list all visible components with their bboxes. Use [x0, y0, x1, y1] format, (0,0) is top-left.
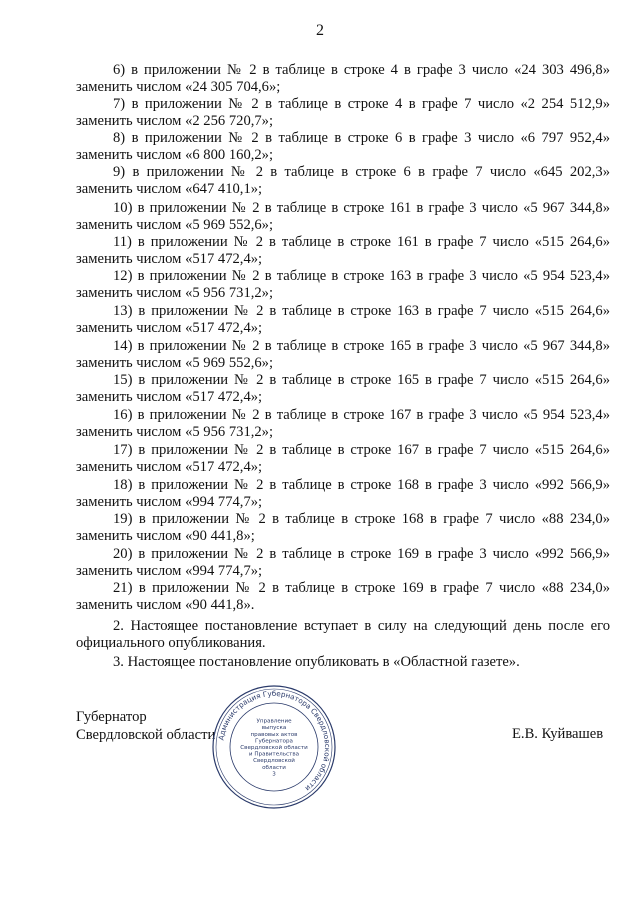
publication-paragraph: 3. Настоящее постановление опубликовать в «Областной газете». [113, 654, 520, 670]
list-item: 7) в приложении № 2 в таблице в строке 4 в графе 7 число «2 254 512,9» заменить числом «2 256 720,7»; [76, 96, 610, 129]
stamp-line: Управление [256, 718, 292, 725]
list-item: 15) в приложении № 2 в таблице в строке 165 в графе 7 число «515 264,6» заменить числом «517 472,4»; [76, 372, 610, 405]
list-item: 9) в приложении № 2 в таблице в строке 6 в графе 7 число «645 202,3» заменить числом «647 410,1»; [76, 164, 610, 197]
official-stamp-icon [210, 683, 338, 811]
effective-date-paragraph: 2. Настоящее постановление вступает в силу на следующий день после его официального опубликования. [76, 618, 610, 651]
list-item: 11) в приложении № 2 в таблице в строке 161 в графе 7 число «515 264,6» заменить числом «517 472,4»; [76, 234, 610, 267]
stamp-line: Губернатора [255, 738, 293, 745]
stamp-line: и Правительства [248, 751, 300, 758]
list-item: 8) в приложении № 2 в таблице в строке 6 в графе 3 число «6 797 952,4» заменить числом «6 800 160,2»; [76, 130, 610, 163]
stamp-line: Свердловской области [240, 745, 308, 751]
signatory-name: Е.В. Куйвашев [512, 726, 604, 742]
list-item: 6) в приложении № 2 в таблице в строке 4 в графе 3 число «24 303 496,8» заменить числом «24 305 704,6»; [76, 62, 610, 95]
stamp-line: области [262, 764, 286, 771]
svg-text:Администрация Губернатора Свер: Администрация Губернатора Свердловской области [216, 688, 333, 794]
list-item: 21) в приложении № 2 в таблице в строке 169 в графе 7 число «88 234,0» заменить числом «90 441,8». [76, 580, 610, 613]
list-item: 18) в приложении № 2 в таблице в строке 168 в графе 3 число «992 566,9» заменить числом «994 774,7»; [76, 477, 610, 510]
stamp-line: 3 [272, 771, 276, 778]
page-number: 2 [316, 22, 324, 39]
list-item: 13) в приложении № 2 в таблице в строке 163 в графе 7 число «515 264,6» заменить числом «517 472,4»; [76, 303, 610, 336]
list-item: 10) в приложении № 2 в таблице в строке 161 в графе 3 число «5 967 344,8» заменить числом «5 969 552,6»; [76, 200, 610, 233]
stamp-line: Свердловской [253, 758, 295, 765]
signatory-title: Губернатор Свердловской области [76, 709, 216, 743]
list-item: 12) в приложении № 2 в таблице в строке 163 в графе 3 число «5 954 523,4» заменить числом «5 956 731,2»; [76, 268, 610, 301]
stamp-line: правовых актов [250, 731, 298, 738]
list-item: 20) в приложении № 2 в таблице в строке 169 в графе 3 число «992 566,9» заменить числом «994 774,7»; [76, 546, 610, 579]
stamp-line: выпуска [261, 725, 287, 732]
list-item: 19) в приложении № 2 в таблице в строке 168 в графе 7 число «88 234,0» заменить числом «90 441,8»; [76, 511, 610, 544]
list-item: 14) в приложении № 2 в таблице в строке 165 в графе 3 число «5 967 344,8» заменить числом «5 969 552,6»; [76, 338, 610, 371]
list-item: 17) в приложении № 2 в таблице в строке 167 в графе 7 число «515 264,6» заменить числом «517 472,4»; [76, 442, 610, 475]
list-item: 16) в приложении № 2 в таблице в строке 167 в графе 3 число «5 954 523,4» заменить числом «5 956 731,2»; [76, 407, 610, 440]
